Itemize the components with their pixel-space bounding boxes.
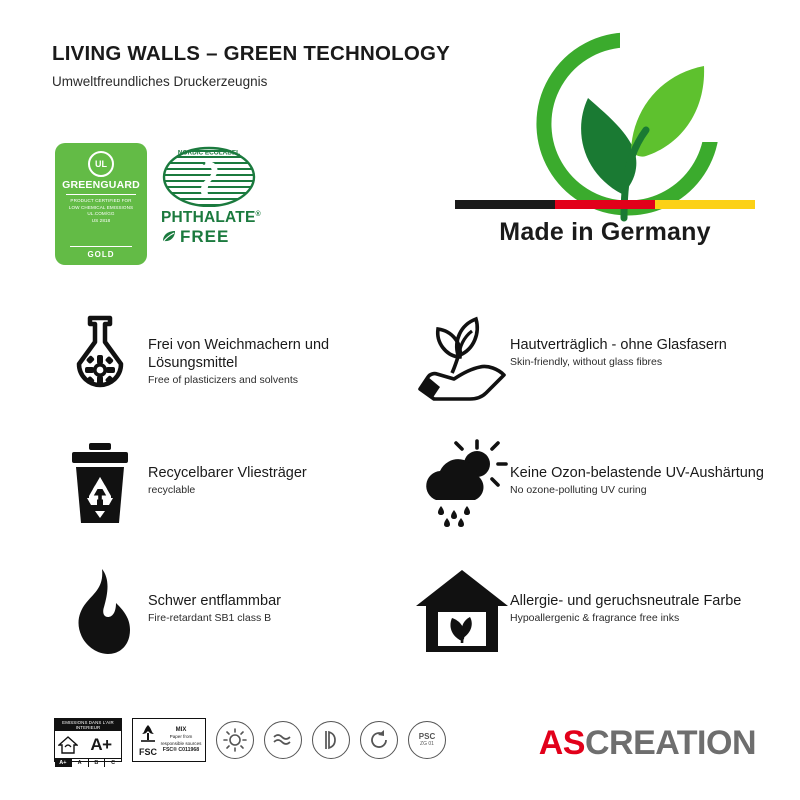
- greenguard-line-2: LOW CHEMICAL EMISSIONS: [68, 204, 134, 210]
- leaf-small-icon: [161, 229, 177, 245]
- light-fastness-icon: [216, 721, 254, 759]
- feature-item: [52, 556, 406, 684]
- phthalate-line-2: [161, 227, 261, 247]
- certification-badges: [55, 143, 261, 265]
- greenguard-line-3: UL.COM/GG: [87, 211, 115, 217]
- footer: [0, 708, 800, 800]
- hand-plant-graphic: [414, 311, 510, 401]
- indoor-air-emissions-icon: [54, 718, 122, 766]
- germany-flag-bar: [455, 200, 755, 209]
- as-creation-logo: [539, 724, 756, 763]
- emissions-scale: [55, 758, 121, 767]
- house-small-graphic: [58, 735, 78, 755]
- emissions-scale-c: C: [111, 760, 116, 766]
- feature-text: [510, 306, 727, 368]
- fsc-desc-2: responsible sources: [160, 740, 202, 746]
- feature-label-de: Keine Ozon-belastende UV-Aushärtung: [510, 465, 764, 481]
- recycle-bin-icon: [52, 434, 148, 534]
- greenguard-badge: [55, 143, 147, 265]
- phthalate-line-1: [161, 209, 261, 227]
- feature-label-en: Hypoallergenic & fragrance free inks: [510, 612, 680, 625]
- fsc-tree-graphic: [138, 724, 158, 746]
- nordic-swan-icon: [161, 145, 257, 207]
- header: [52, 42, 492, 89]
- sun-cloud-rain-icon: [414, 434, 510, 534]
- feature-item: [414, 556, 768, 684]
- psc-sub: ZG 01: [420, 741, 434, 747]
- recyclable-arrow-icon: [360, 721, 398, 759]
- feature-label-de: Allergie- und geruchsneutrale Farbe: [510, 593, 742, 609]
- feature-text: [510, 562, 741, 624]
- feature-label-en: No ozone-polluting UV curing: [510, 484, 647, 497]
- house-small-icon: [55, 731, 81, 758]
- flame-graphic: [68, 567, 132, 657]
- footer-icon-row: [54, 718, 446, 766]
- nordic-swan-graphic: [161, 145, 257, 207]
- psc-icon: [408, 721, 446, 759]
- feature-label-en: Free of plasticizers and solvents: [148, 374, 298, 387]
- emissions-scale-a: A: [72, 759, 89, 767]
- flask-icon: [52, 306, 148, 406]
- greenguard-name: GREENGUARD: [62, 179, 140, 191]
- fsc-code: FSC® C011968: [162, 746, 200, 753]
- sun-cloud-rain-graphic: [414, 438, 510, 530]
- hand-plant-icon: [414, 306, 510, 406]
- emissions-scale-a-plus: A+: [55, 759, 72, 767]
- nordic-label-text: NORDIC ECOLABEL: [177, 149, 241, 157]
- strippable-graphic: [319, 728, 343, 752]
- nordic-ecolabel-badge: [161, 143, 261, 247]
- feature-label-de: Recycelbarer Vliesträger: [148, 465, 307, 481]
- feature-label-de: Schwer entflammbar: [148, 593, 281, 609]
- feature-label-en: Fire-retardant SB1 class B: [148, 612, 272, 625]
- recyclable-arrow-graphic: [367, 728, 391, 752]
- emissions-header: EMISSIONS DANS L'AIR INTERIEUR: [55, 719, 121, 731]
- ul-label: UL: [95, 159, 107, 169]
- fsc-desc-1: Paper from: [169, 734, 193, 740]
- divider: [66, 194, 136, 195]
- greenguard-details: [69, 198, 133, 225]
- logo-part-as: AS: [538, 724, 585, 762]
- house-leaf-graphic: [414, 568, 510, 656]
- greenguard-level: GOLD: [70, 246, 132, 259]
- flag-stripe-red: [555, 200, 655, 209]
- phthalate-free-badge: [161, 209, 261, 247]
- page-subtitle: Umweltfreundliches Druckerzeugnis: [52, 74, 268, 89]
- fsc-text: [160, 726, 202, 753]
- phthalate-free-word: FREE: [180, 227, 230, 246]
- feature-text: [510, 434, 764, 496]
- strippable-icon: [312, 721, 350, 759]
- fsc-mark: [136, 724, 160, 757]
- washable-icon: [264, 721, 302, 759]
- flame-icon: [52, 562, 148, 662]
- feature-item: [52, 300, 406, 428]
- ul-logo-icon: [88, 151, 114, 177]
- emissions-body: [55, 731, 121, 758]
- feature-label-de: Frei von Weichmachern und Lösungsmittel: [148, 337, 330, 372]
- feature-label-en: recyclable: [148, 484, 196, 497]
- phthalate-word: PHTHALATE: [161, 209, 256, 226]
- feature-grid: [52, 300, 768, 684]
- feature-text: [148, 434, 307, 496]
- house-leaf-icon: [414, 562, 510, 662]
- logo-part-creation: CREATION: [584, 724, 756, 762]
- psc-label: PSC: [418, 732, 436, 741]
- feature-text: [148, 562, 281, 624]
- washable-graphic: [271, 728, 295, 752]
- feature-item: [52, 428, 406, 556]
- light-fastness-graphic: [223, 728, 247, 752]
- flag-stripe-black: [455, 200, 555, 209]
- feature-item: [414, 300, 768, 428]
- recycle-bin-graphic: [63, 441, 137, 527]
- emissions-grade: A+: [90, 734, 112, 754]
- greenguard-line-1: PRODUCT CERTIFIED FOR: [70, 198, 132, 203]
- registered-mark: ®: [255, 210, 261, 218]
- fsc-label: FSC: [139, 746, 157, 757]
- feature-text: [148, 306, 398, 386]
- flag-stripe-gold: [655, 200, 755, 209]
- feature-item: [414, 428, 768, 556]
- fsc-icon: [132, 718, 206, 762]
- page-title: LIVING WALLS – GREEN TECHNOLOGY: [52, 42, 451, 65]
- flask-graphic: [63, 314, 137, 398]
- feature-label-de: Hautverträglich - ohne Glasfasern: [510, 337, 727, 353]
- greenguard-line-4: US 2818: [91, 217, 111, 223]
- emissions-scale-b: B: [89, 759, 106, 767]
- fsc-mix-label: MIX: [175, 727, 187, 734]
- feature-label-en: Skin-friendly, without glass fibres: [510, 356, 663, 369]
- made-in-germany-label: Made in Germany: [499, 218, 711, 246]
